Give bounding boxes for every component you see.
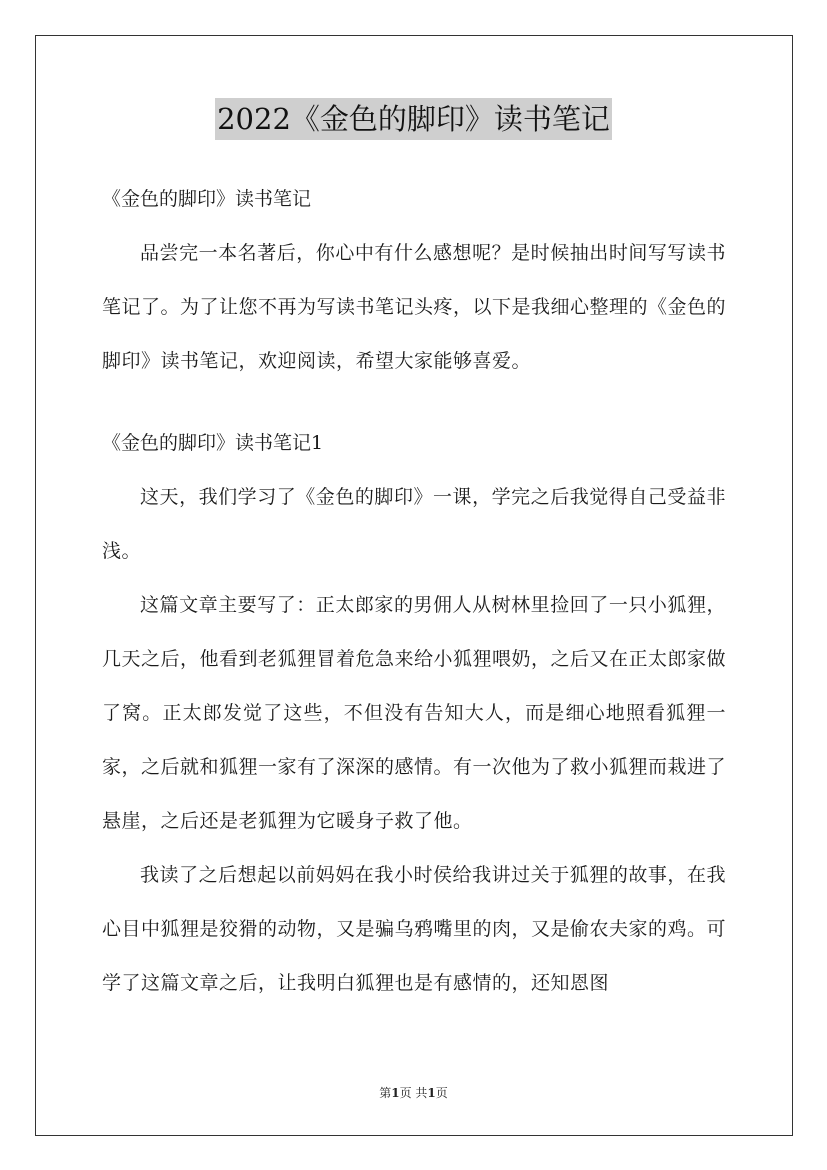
title-wrap: [0, 98, 827, 140]
paragraph-1: 这天，我们学习了《金色的脚印》一课，学完之后我觉得自己受益非浅。: [102, 486, 726, 562]
paragraph-3: 我读了之后想起以前妈妈在我小时侯给我讲过关于狐狸的故事，在我心目中狐狸是狡猾的动物，又是骗乌鸦嘴里的肉，又是偷农夫家的鸡。可学了这篇文章之后，让我明白狐狸也是有感情的，还知恩图: [102, 864, 727, 994]
paragraph-2: 这篇文章主要写了：正太郎家的男佣人从树林里捡回了一只小狐狸，几天之后，他看到老狐狸冒着危急来给小狐狸喂奶，之后又在正太郎家做了窝。正太郎发觉了这些，不但没有告知大人，而是细心地照看狐狸一家，之后就和狐狸一家有了深深的感情。有一次他为了救小狐狸而栽进了悬崖，之后还是老狐狸为它暖身子救了他。: [102, 594, 727, 832]
footer-prefix: 第: [379, 1086, 392, 1100]
section-heading: 《金色的脚印》读书笔记1: [102, 432, 324, 454]
subtitle: 《金色的脚印》读书笔记: [102, 188, 312, 210]
footer-page-number: 1: [391, 1086, 400, 1100]
document-title: 2022《金色的脚印》读书笔记: [215, 98, 612, 140]
footer-suffix: 页: [435, 1086, 448, 1100]
page-footer: [0, 1084, 827, 1101]
intro-paragraph: 品尝完一本名著后，你心中有什么感想呢？是时候抽出时间写写读书笔记了。为了让您不再为写读书笔记头疼，以下是我细心整理的《金色的脚印》读书笔记，欢迎阅读，希望大家能够喜爱。: [102, 242, 727, 372]
footer-mid: 页 共: [399, 1086, 428, 1100]
document-body: [102, 172, 726, 1010]
footer-page-total: 1: [427, 1086, 436, 1100]
